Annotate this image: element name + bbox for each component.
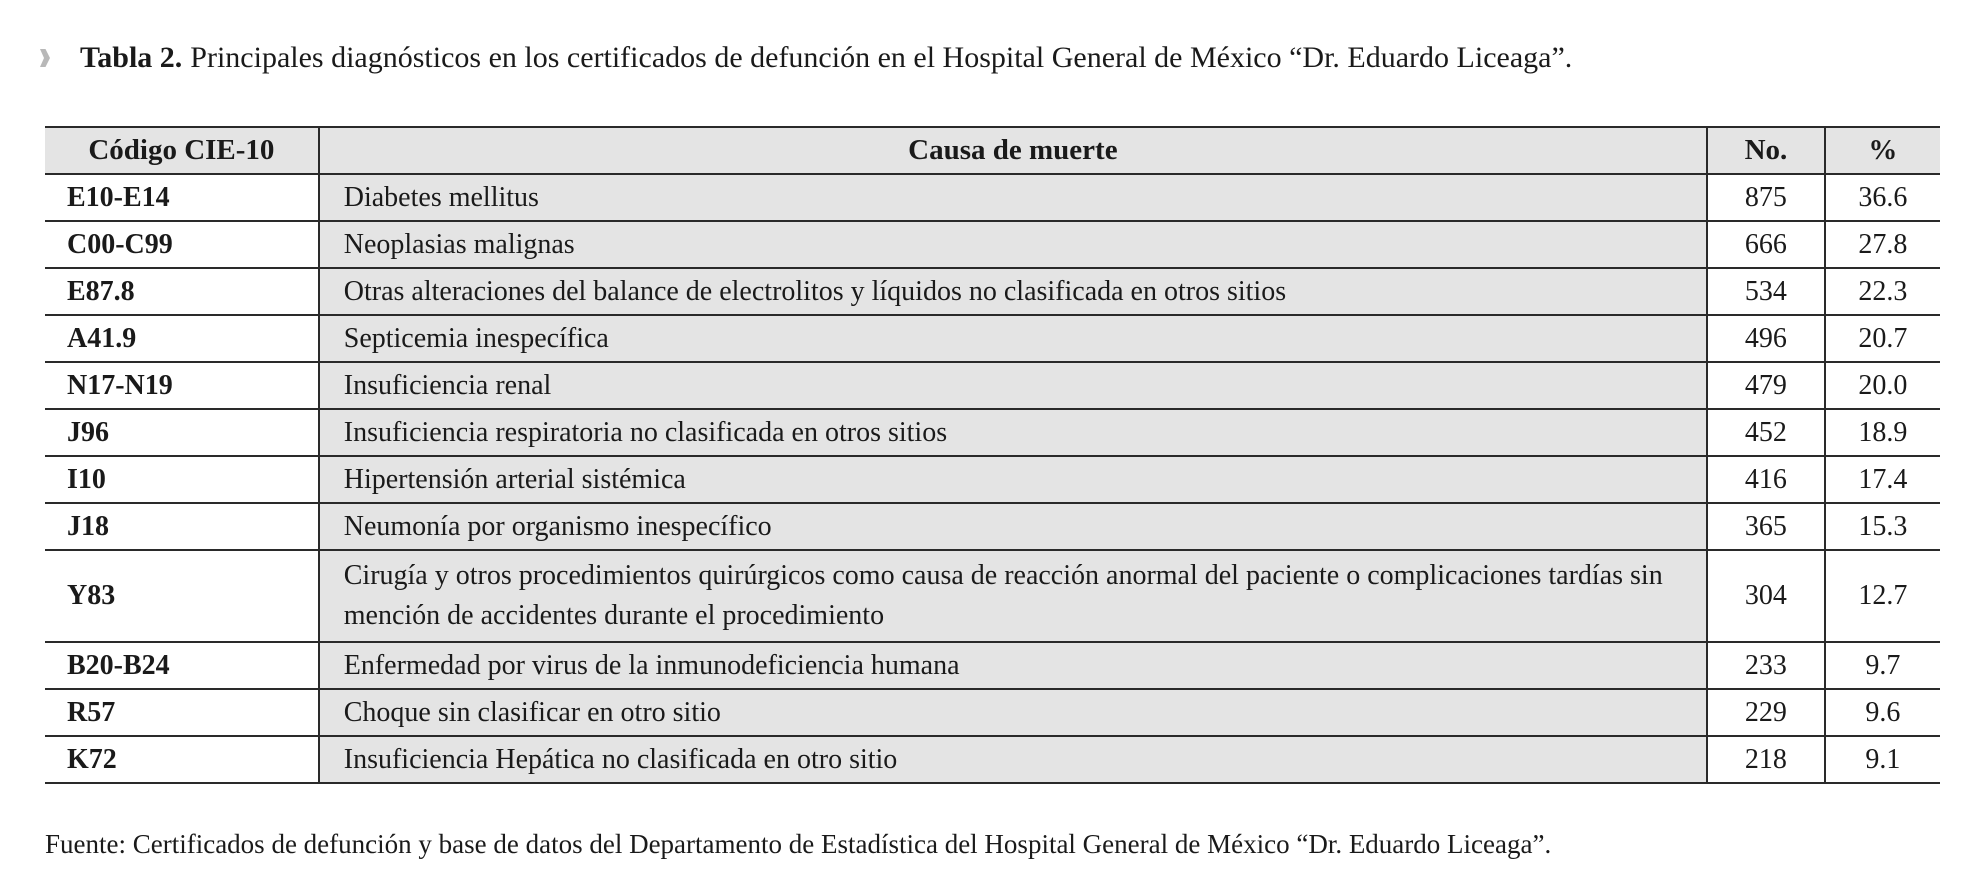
row-cause: Choque sin clasificar en otro sitio bbox=[319, 689, 1707, 736]
table-row bbox=[45, 642, 1940, 689]
row-percent: 9.7 bbox=[1825, 642, 1940, 689]
row-count: 534 bbox=[1707, 268, 1825, 315]
table-row bbox=[45, 315, 1940, 362]
table-row bbox=[45, 736, 1940, 783]
table-row bbox=[45, 174, 1940, 221]
table-row bbox=[45, 503, 1940, 550]
row-code: C00-C99 bbox=[45, 221, 319, 268]
table-row bbox=[45, 409, 1940, 456]
row-code: K72 bbox=[45, 736, 319, 783]
header-cause: Causa de muerte bbox=[319, 127, 1707, 174]
row-count: 218 bbox=[1707, 736, 1825, 783]
diagnosis-table bbox=[45, 126, 1940, 784]
table-caption bbox=[40, 38, 1572, 78]
row-percent: 36.6 bbox=[1825, 174, 1940, 221]
table-header-row bbox=[45, 127, 1940, 174]
header-percent: % bbox=[1825, 127, 1940, 174]
table-body bbox=[45, 174, 1940, 783]
row-percent: 9.1 bbox=[1825, 736, 1940, 783]
row-count: 875 bbox=[1707, 174, 1825, 221]
row-code: I10 bbox=[45, 456, 319, 503]
caption-label: Tabla 2. bbox=[80, 41, 183, 74]
row-percent: 15.3 bbox=[1825, 503, 1940, 550]
row-count: 496 bbox=[1707, 315, 1825, 362]
row-code: J96 bbox=[45, 409, 319, 456]
source-note: Fuente: Certificados de defunción y base de datos del Departamento de Estadística del Hospital General de México “Dr. Eduardo Liceaga”. bbox=[45, 829, 1552, 859]
row-code: E87.8 bbox=[45, 268, 319, 315]
caption-text: Principales diagnósticos en los certificados de defunción en el Hospital General de México “Dr. Eduardo Liceaga”. bbox=[190, 41, 1573, 74]
row-code: Y83 bbox=[45, 550, 319, 642]
table-row bbox=[45, 268, 1940, 315]
row-cause: Enfermedad por virus de la inmunodeficiencia humana bbox=[319, 642, 1707, 689]
caption-marker-icon bbox=[40, 49, 50, 67]
row-count: 304 bbox=[1707, 550, 1825, 642]
header-code: Código CIE-10 bbox=[45, 127, 319, 174]
row-cause: Neumonía por organismo inespecífico bbox=[319, 503, 1707, 550]
row-cause: Insuficiencia Hepática no clasificada en otro sitio bbox=[319, 736, 1707, 783]
row-code: N17-N19 bbox=[45, 362, 319, 409]
row-count: 666 bbox=[1707, 221, 1825, 268]
row-percent: 20.0 bbox=[1825, 362, 1940, 409]
row-count: 233 bbox=[1707, 642, 1825, 689]
row-cause: Diabetes mellitus bbox=[319, 174, 1707, 221]
row-cause: Septicemia inespecífica bbox=[319, 315, 1707, 362]
row-count: 479 bbox=[1707, 362, 1825, 409]
table-row bbox=[45, 221, 1940, 268]
row-cause: Neoplasias malignas bbox=[319, 221, 1707, 268]
row-code: B20-B24 bbox=[45, 642, 319, 689]
row-code: R57 bbox=[45, 689, 319, 736]
row-cause: Otras alteraciones del balance de electrolitos y líquidos no clasificada en otros sitios bbox=[319, 268, 1707, 315]
row-count: 229 bbox=[1707, 689, 1825, 736]
row-percent: 12.7 bbox=[1825, 550, 1940, 642]
table-row bbox=[45, 362, 1940, 409]
row-percent: 20.7 bbox=[1825, 315, 1940, 362]
row-cause: Cirugía y otros procedimientos quirúrgicos como causa de reacción anormal del paciente o complicaciones tardías sin mención de accidentes durante el procedimiento bbox=[319, 550, 1707, 642]
row-cause: Insuficiencia respiratoria no clasificada en otros sitios bbox=[319, 409, 1707, 456]
header-count: No. bbox=[1707, 127, 1825, 174]
row-percent: 18.9 bbox=[1825, 409, 1940, 456]
table-row bbox=[45, 456, 1940, 503]
table-row bbox=[45, 550, 1940, 642]
row-code: J18 bbox=[45, 503, 319, 550]
row-code: A41.9 bbox=[45, 315, 319, 362]
row-count: 416 bbox=[1707, 456, 1825, 503]
row-percent: 17.4 bbox=[1825, 456, 1940, 503]
row-count: 365 bbox=[1707, 503, 1825, 550]
row-percent: 22.3 bbox=[1825, 268, 1940, 315]
row-percent: 9.6 bbox=[1825, 689, 1940, 736]
table-row bbox=[45, 689, 1940, 736]
row-code: E10-E14 bbox=[45, 174, 319, 221]
row-percent: 27.8 bbox=[1825, 221, 1940, 268]
row-count: 452 bbox=[1707, 409, 1825, 456]
row-cause: Insuficiencia renal bbox=[319, 362, 1707, 409]
row-cause: Hipertensión arterial sistémica bbox=[319, 456, 1707, 503]
